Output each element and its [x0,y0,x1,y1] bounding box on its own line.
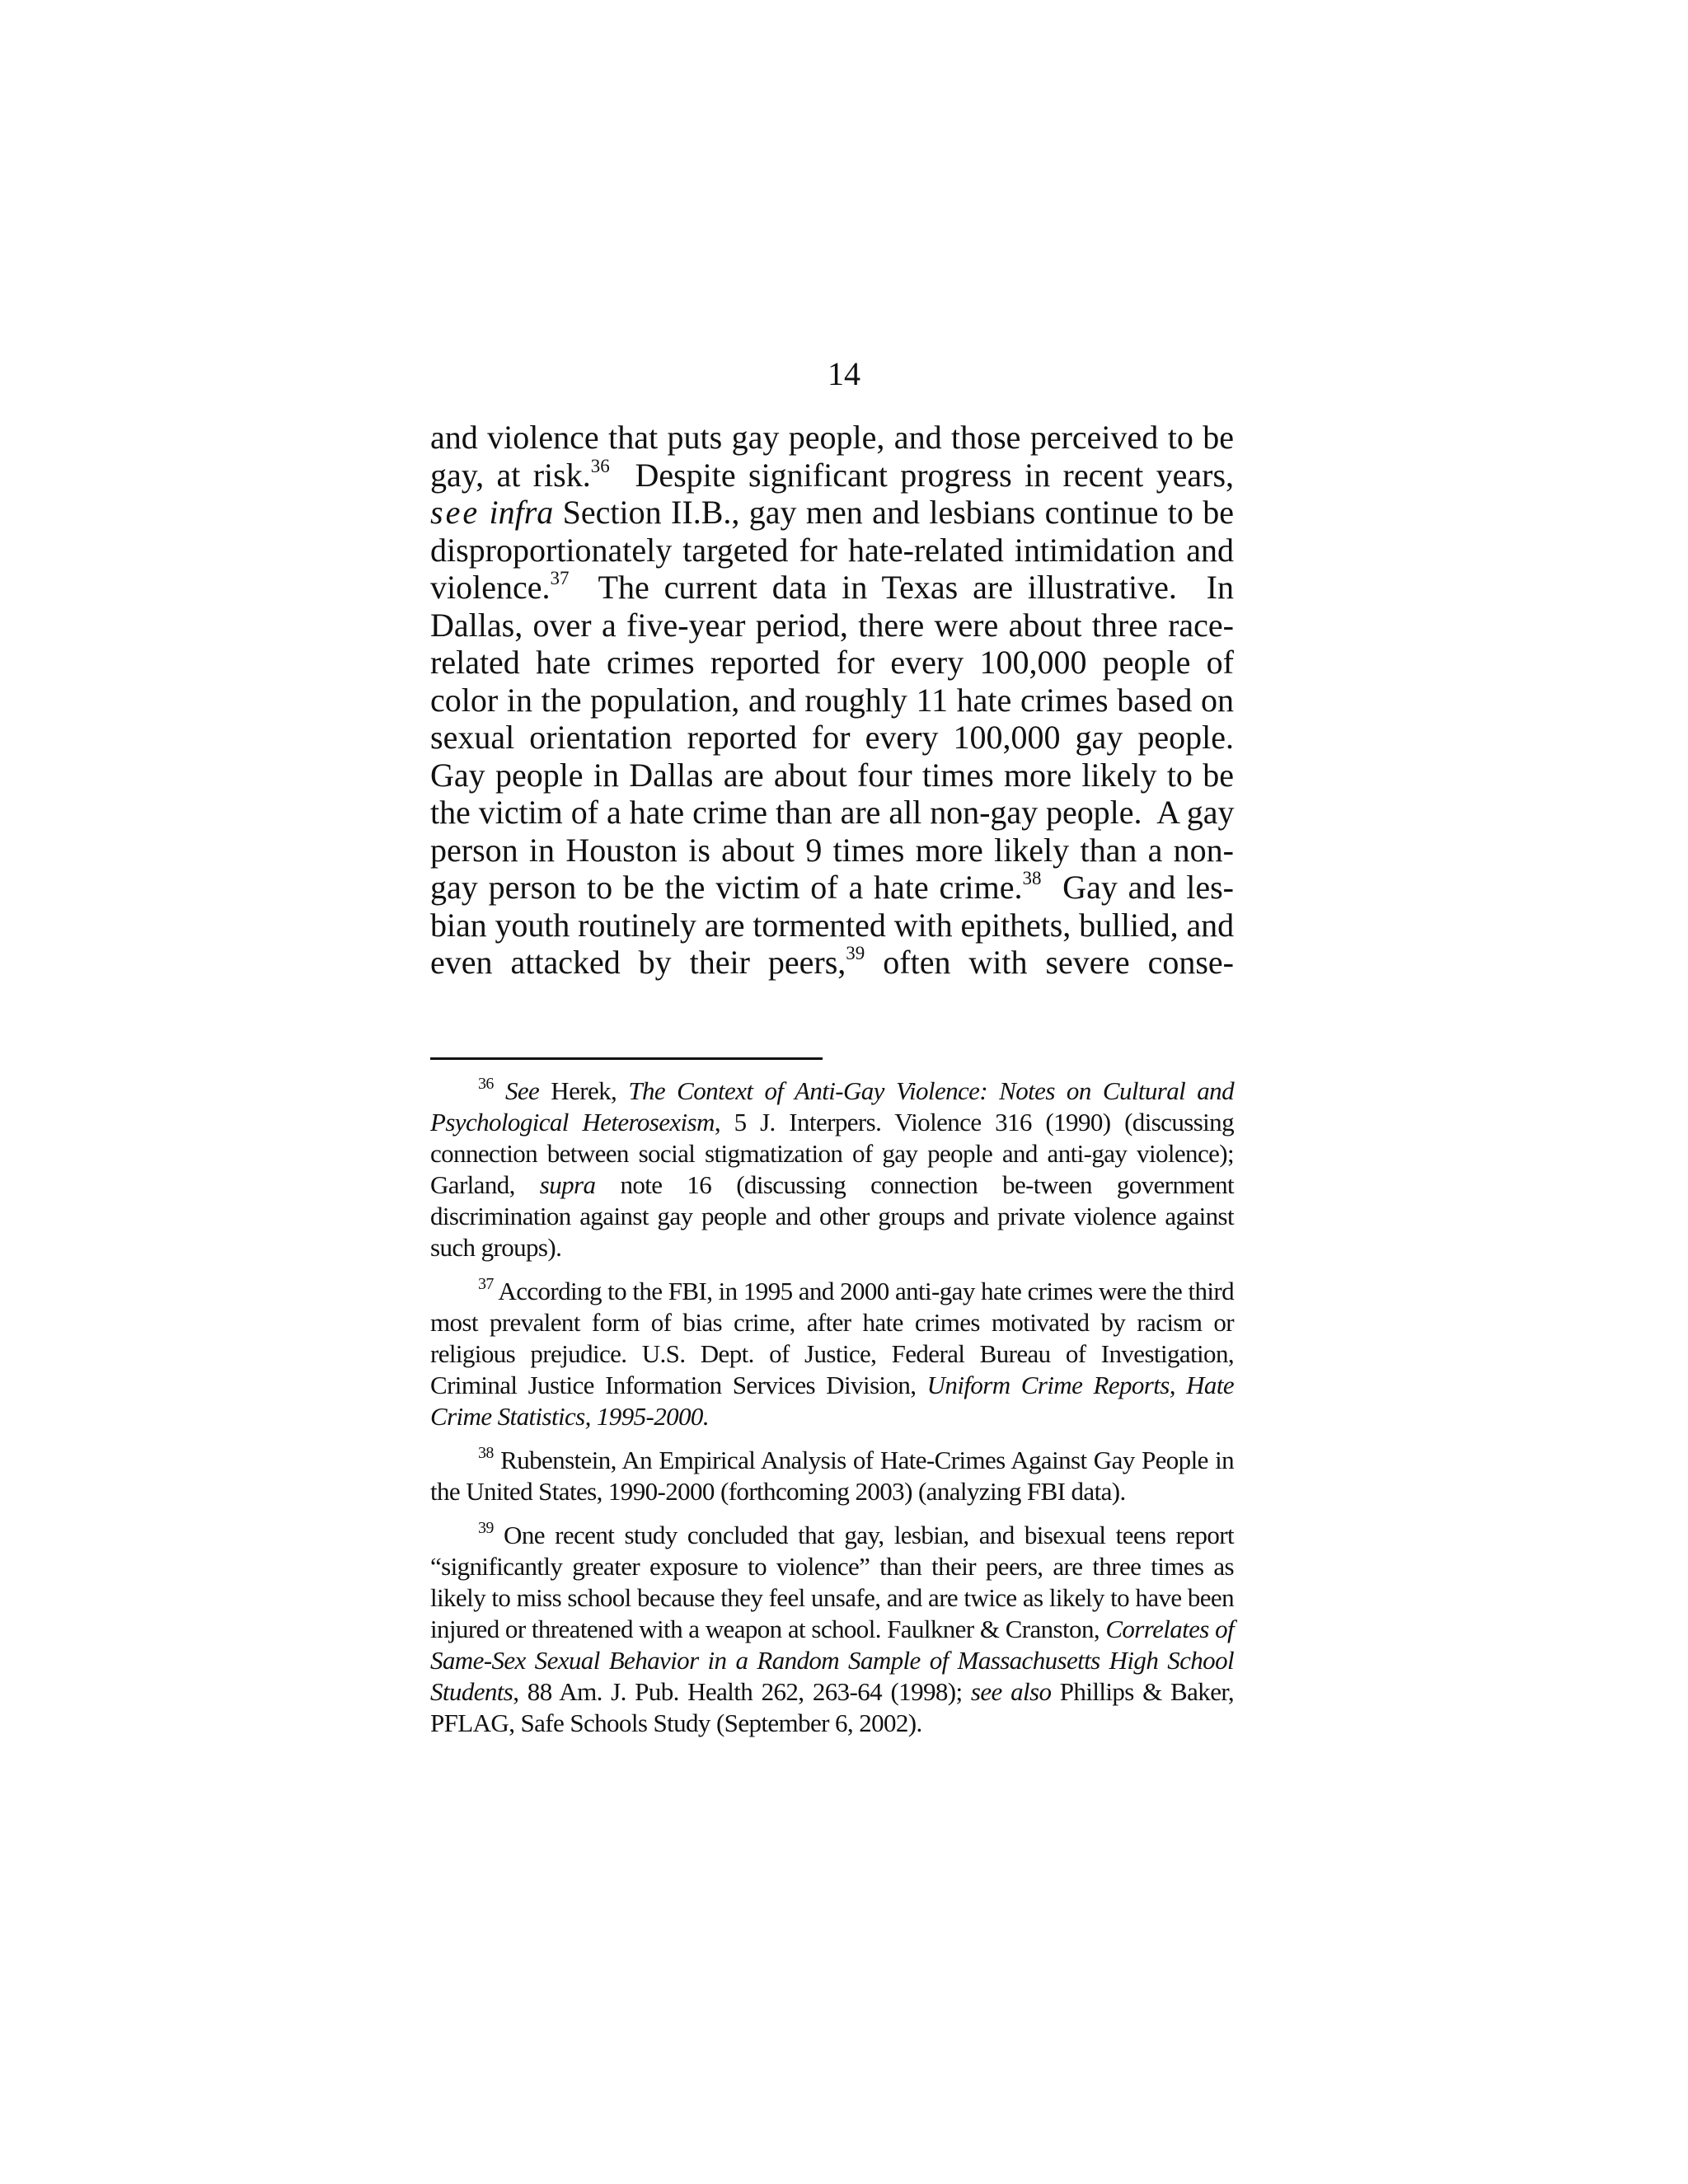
footnote-39: $^{39}$ One recent study concluded that gay, lesbian, and bisexual teens report “significantly greater exposure to violence” than their peers, are three times as likely to miss school because they feel unsafe, and are twice as likely to have been injured or threatened with a weapon at school. Faulkner & Cranston, Correlates of Same-Sex Sexual Behavior in a Random Sample of Massachusetts High School Students, 88 Am. J. Pub. Health 262, 263-64 (1998); see also Phillips & Baker, PFLAG, Safe Schools Study (September 6, 2002). [430,1519,1235,1737]
body-line: and violence that puts gay people, and those perceived to be [430,419,1234,456]
body-line: violence.$^{37}$ The current data in Texas are illustrative. In [430,568,1234,606]
body-line: disproportionately targeted for hate-related intimidation and [430,531,1234,569]
footnote-marker: 39 [478,1519,494,1537]
body-line: even attacked by their peers,$^{39}$ often with severe conse- [430,943,1234,981]
body-paragraph [430,419,1234,982]
body-line: bian youth routinely are tormented with epithets, bullied, and [430,906,1234,944]
footnote-37: $^{37}$ According to the FBI, in 1995 and 2000 anti-gay hate crimes were the third most prevalent form of bias crime, after hate crimes motivated by racism or religious prejudice. U.S. Dept. of Justice, Federal Bureau of Investigation, Criminal Justice Information Services Division, Uniform Crime Reports, Hate Crime Statistics, 1995-2000. [430,1275,1234,1431]
footnote-ref-38[interactable]: 38 [1022,868,1042,888]
footnote-ref-39[interactable]: 39 [846,943,865,963]
footnote-ref-36[interactable]: 36 [590,455,610,476]
footnote-marker: 38 [478,1444,494,1462]
footnote-marker: 37 [478,1275,494,1293]
body-line: sexual orientation reported for every 100,000 gay people. [430,719,1234,756]
body-line: see infra Section II.B., gay men and lesbians continue to be [430,494,1234,531]
body-line: gay person to be the victim of a hate crime.$^{38}$ Gay and les- [430,868,1234,906]
footnote-36: $^{36}$ See Herek, The Context of Anti-Gay Violence: Notes on Cultural and Psychological Heterosexism, 5 J. Interpers. Violence 316 (1990) (discussing connection between social stigmatization of gay people and anti-gay violence); Garland, supra note 16 (discussing connection be-tween government discrimination against gay people and other groups and private violence against such groups). [430,1075,1234,1262]
footnote-38: $^{38}$ Rubenstein, An Empirical Analysis of Hate-Crimes Against Gay People in the United States, 1990-2000 (forthcoming 2003) (analyzing FBI data). [430,1444,1234,1506]
body-line: Dallas, over a five-year period, there were about three race- [430,606,1234,644]
page-number: 14 [828,355,860,392]
body-line: Gay people in Dallas are about four times more likely to be [430,756,1234,794]
body-line: related hate crimes reported for every 100,000 people of [430,644,1234,681]
body-line: color in the population, and roughly 11 hate crimes based on [430,681,1234,719]
body-line: person in Houston is about 9 times more likely than a non- [430,831,1234,869]
footnote-divider [430,1057,823,1060]
body-line: gay, at risk.$^{36}$ Despite significant progress in recent years, [430,455,1235,494]
footnote-ref-37[interactable]: 37 [550,568,570,588]
footnote-marker: 36 [478,1075,494,1093]
body-line: the victim of a hate crime than are all non-gay people. A gay [430,794,1235,831]
footnotes-section [430,1076,1234,1751]
